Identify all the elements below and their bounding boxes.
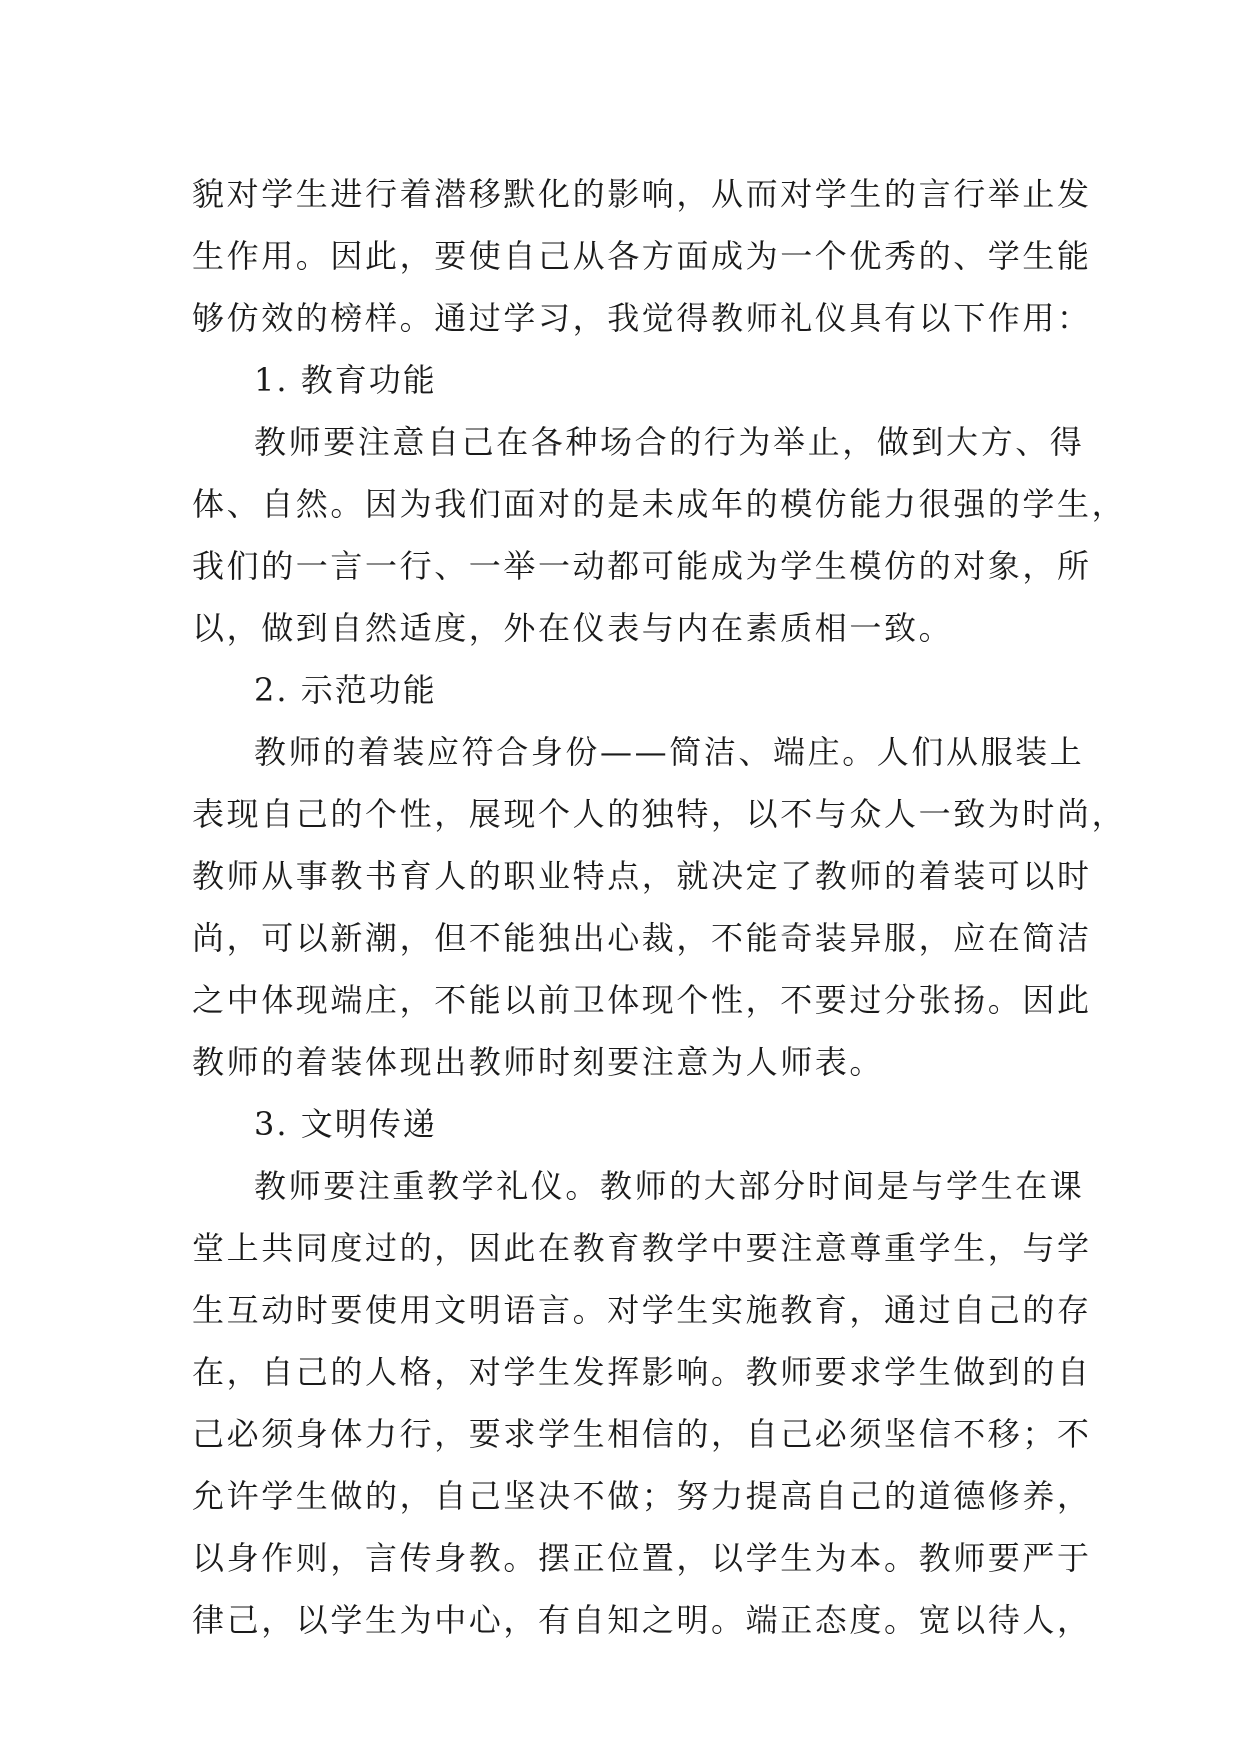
text-line: 在，自己的人格，对学生发挥影响。教师要求学生做到的自 xyxy=(192,1353,1092,1391)
section-heading: 3. 文明传递 xyxy=(254,1105,437,1143)
text-line: 己必须身体力行，要求学生相信的，自己必须坚信不移；不 xyxy=(192,1415,1092,1453)
body-text xyxy=(192,163,1127,1651)
text-line: 尚，可以新潮，但不能独出心裁，不能奇装异服，应在简洁 xyxy=(192,919,1092,957)
section-heading: 2. 示范功能 xyxy=(254,671,437,709)
text-line: 体、自然。因为我们面对的是未成年的模仿能力很强的学生， xyxy=(192,485,1127,523)
section-heading: 1. 教育功能 xyxy=(254,361,437,399)
text-line: 我们的一言一行、一举一动都可能成为学生模仿的对象，所 xyxy=(192,547,1092,585)
text-line: 之中体现端庄，不能以前卫体现个性，不要过分张扬。因此 xyxy=(192,981,1092,1019)
text-line: 生互动时要使用文明语言。对学生实施教育，通过自己的存 xyxy=(192,1291,1092,1329)
text-line: 教师的着装体现出教师时刻要注意为人师表。 xyxy=(192,1043,885,1081)
text-line: 以，做到自然适度，外在仪表与内在素质相一致。 xyxy=(192,609,954,647)
text-line: 教师要注意自己在各种场合的行为举止，做到大方、得 xyxy=(254,423,1085,461)
text-line: 教师的着装应符合身份——简洁、端庄。人们从服装上 xyxy=(254,733,1085,771)
text-line: 允许学生做的，自己坚决不做；努力提高自己的道德修养， xyxy=(192,1477,1092,1515)
text-line: 貌对学生进行着潜移默化的影响，从而对学生的言行举止发 xyxy=(192,175,1092,213)
text-line: 以身作则，言传身教。摆正位置，以学生为本。教师要严于 xyxy=(192,1539,1092,1577)
text-line: 表现自己的个性，展现个人的独特，以不与众人一致为时尚， xyxy=(192,795,1127,833)
text-line: 律己，以学生为中心，有自知之明。端正态度。宽以待人， xyxy=(192,1601,1092,1639)
text-line: 教师要注重教学礼仪。教师的大部分时间是与学生在课 xyxy=(254,1167,1085,1205)
text-line: 够仿效的榜样。通过学习，我觉得教师礼仪具有以下作用： xyxy=(192,299,1092,337)
text-line: 教师从事教书育人的职业特点，就决定了教师的着装可以时 xyxy=(192,857,1092,895)
text-line: 生作用。因此，要使自己从各方面成为一个优秀的、学生能 xyxy=(192,237,1092,275)
text-line: 堂上共同度过的，因此在教育教学中要注意尊重学生，与学 xyxy=(192,1229,1092,1267)
